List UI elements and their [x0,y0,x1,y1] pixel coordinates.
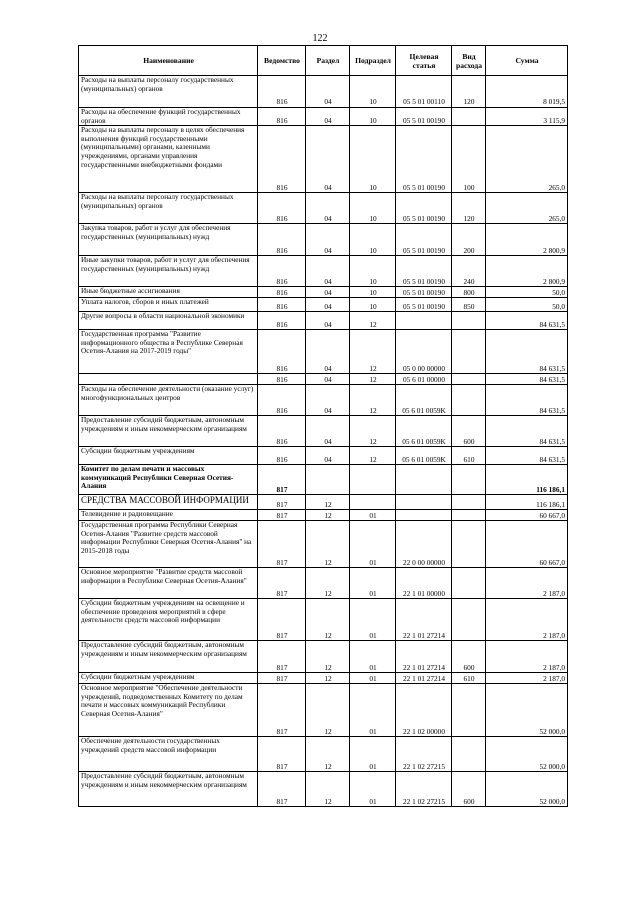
row-target [396,465,452,495]
row-dept: 816 [258,298,306,312]
row-sum: 50,0 [486,298,568,312]
row-sum: 84 631,5 [486,447,568,465]
table-row [79,521,568,568]
row-sum: 84 631,5 [486,330,568,374]
table-header-row [79,46,568,76]
row-name: Расходы на обеспечение деятельности (оказание услуг) многофункциональных центров [79,385,258,416]
row-sum: 265,0 [486,193,568,224]
row-exptype [452,374,486,385]
row-section: 12 [306,495,350,510]
row-target: 05 5 01 00190 [396,287,452,298]
row-subsection: 10 [350,256,396,287]
row-section: 04 [306,416,350,447]
row-exptype: 610 [452,673,486,684]
row-dept: 816 [258,374,306,385]
page-number: 122 [312,33,328,44]
table-row [79,76,568,108]
row-dept: 816 [258,76,306,108]
row-section: 12 [306,673,350,684]
header-target: Целевая статья [396,46,452,76]
header-section: Раздел [306,46,350,76]
row-exptype: 610 [452,447,486,465]
row-subsection: 10 [350,126,396,193]
row-target: 22 1 02 27215 [396,772,452,807]
row-section: 04 [306,330,350,374]
row-section: 04 [306,312,350,330]
row-exptype [452,510,486,521]
header-exptype: Вид расхода [452,46,486,76]
row-exptype: 200 [452,224,486,256]
row-name: Иные закупки товаров, работ и услуг для обеспечения государственных (муниципальных) нужд [79,256,258,287]
row-section [306,465,350,495]
row-sum: 84 631,5 [486,416,568,447]
row-dept: 816 [258,330,306,374]
row-name: Расходы на выплаты персоналу государственных (муниципальных) органов [79,76,258,108]
table-row [79,641,568,673]
row-dept: 816 [258,126,306,193]
row-subsection: 12 [350,374,396,385]
table-row [79,108,568,126]
row-exptype: 240 [452,256,486,287]
row-subsection: 01 [350,684,396,737]
row-target: 05 5 01 00190 [396,224,452,256]
table-row [79,126,568,193]
table-row [79,298,568,312]
row-target: 05 6 01 0059K [396,416,452,447]
row-name: Комитет по делам печати и массовых коммуникаций Республики Северная Осетия-Алания [79,465,258,495]
row-exptype: 600 [452,416,486,447]
row-name: Государственная программа Республики Северная Осетия-Алания "Развитие средств массовой информации Республики Северная Осетия-Алания" на 2015-2018 годы [79,521,258,568]
row-target: 22 1 01 00000 [396,568,452,599]
row-sum: 52 000,0 [486,737,568,772]
row-subsection: 10 [350,108,396,126]
row-name: Предоставление субсидий бюджетным, автономным учреждениям и иным некоммерческим организациям [79,641,258,673]
row-dept: 817 [258,521,306,568]
row-section: 04 [306,447,350,465]
row-subsection: 10 [350,298,396,312]
row-dept: 817 [258,673,306,684]
row-name: Субсидии бюджетным учреждениям [79,447,258,465]
table-row [79,416,568,447]
row-sum: 50,0 [486,287,568,298]
row-section: 12 [306,684,350,737]
row-subsection: 10 [350,224,396,256]
row-subsection: 01 [350,772,396,807]
row-dept: 816 [258,312,306,330]
row-subsection: 12 [350,312,396,330]
row-sum: 116 186,1 [486,465,568,495]
row-section: 04 [306,193,350,224]
row-exptype [452,521,486,568]
row-sum: 2 187,0 [486,568,568,599]
row-name: Основное мероприятие "Обеспечение деятельности учреждений, подведомственных Комитету по делам печати и массовых коммуникаций Республики Северная Осетия-Алания" [79,684,258,737]
row-sum: 2 187,0 [486,599,568,641]
header-name: Наименование [79,46,258,76]
header-dept: Ведомство [258,46,306,76]
row-sum: 3 115,9 [486,108,568,126]
row-section: 04 [306,224,350,256]
row-dept: 817 [258,641,306,673]
row-dept: 817 [258,510,306,521]
table-row [79,510,568,521]
row-section: 04 [306,287,350,298]
row-subsection: 01 [350,641,396,673]
row-subsection: 10 [350,76,396,108]
row-target: 05 5 01 00190 [396,108,452,126]
row-exptype: 120 [452,193,486,224]
row-exptype [452,330,486,374]
row-subsection: 01 [350,510,396,521]
row-sum: 60 667,0 [486,510,568,521]
row-target: 05 5 01 00190 [396,256,452,287]
row-name: Иные бюджетные ассигнования [79,287,258,298]
row-dept: 816 [258,447,306,465]
row-section: 04 [306,256,350,287]
row-dept: 817 [258,684,306,737]
row-dept: 816 [258,224,306,256]
row-section: 12 [306,510,350,521]
row-section: 04 [306,126,350,193]
row-target: 05 5 01 00190 [396,126,452,193]
row-subsection: 01 [350,673,396,684]
row-subsection: 10 [350,193,396,224]
row-exptype: 600 [452,772,486,807]
table-row [79,495,568,510]
row-target: 22 0 00 00000 [396,521,452,568]
row-sum: 52 000,0 [486,772,568,807]
row-dept: 817 [258,599,306,641]
table-row [79,673,568,684]
row-sum: 84 631,5 [486,374,568,385]
row-target: 22 1 02 00000 [396,684,452,737]
row-sum: 84 631,5 [486,385,568,416]
row-subsection: 12 [350,447,396,465]
row-exptype [452,599,486,641]
row-dept: 816 [258,385,306,416]
row-name: Субсидии бюджетным учреждениям на освещение и обеспечение проведения мероприятий в сфере деятельности средств массовой информации [79,599,258,641]
row-section: 04 [306,385,350,416]
row-subsection: 12 [350,385,396,416]
table-row [79,465,568,495]
row-dept: 816 [258,416,306,447]
row-section: 04 [306,298,350,312]
row-name: Телевидение и радиовещание [79,510,258,521]
row-target: 05 6 01 00000 [396,374,452,385]
row-exptype: 100 [452,126,486,193]
row-sum: 2 187,0 [486,641,568,673]
row-target: 22 1 01 27214 [396,641,452,673]
row-subsection: 01 [350,521,396,568]
row-name: Другие вопросы в области национальной экономики [79,312,258,330]
row-target: 22 1 01 27214 [396,673,452,684]
row-exptype [452,312,486,330]
table-row [79,447,568,465]
row-exptype [452,385,486,416]
table-row [79,312,568,330]
table-row [79,772,568,807]
row-sum: 2 800,9 [486,256,568,287]
row-name: Предоставление субсидий бюджетным, автономным учреждениям и иным некоммерческим организациям [79,772,258,807]
row-name: Субсидии бюджетным учреждениям [79,673,258,684]
row-target [396,312,452,330]
row-subsection: 01 [350,737,396,772]
row-section: 12 [306,568,350,599]
row-dept: 817 [258,737,306,772]
row-subsection: 12 [350,416,396,447]
row-sum: 2 800,9 [486,224,568,256]
row-target [396,495,452,510]
row-section: 04 [306,374,350,385]
row-target: 05 5 01 00190 [396,193,452,224]
row-target: 22 1 02 27215 [396,737,452,772]
row-name: Государственная программа "Развитие информационного общества в Республике Северная Осетия-Алания на 2017-2019 годы" [79,330,258,374]
header-sum: Сумма [486,46,568,76]
row-target: 22 1 01 27214 [396,599,452,641]
row-sum: 52 000,0 [486,684,568,737]
table-row [79,599,568,641]
header-subsection: Подраздел [350,46,396,76]
row-sum: 8 019,5 [486,76,568,108]
row-exptype [452,568,486,599]
table-row [79,287,568,298]
row-sum: 84 631,5 [486,312,568,330]
row-exptype [452,737,486,772]
row-exptype: 120 [452,76,486,108]
table-row [79,568,568,599]
row-section: 12 [306,599,350,641]
row-dept: 817 [258,465,306,495]
row-exptype [452,465,486,495]
row-name: Расходы на выплаты персоналу в целях обеспечения выполнения функций государственными (муниципальными) органами, казенными учреждениями, органами управления государственными внебюджетными фондами [79,126,258,193]
row-target: 05 6 01 0059K [396,447,452,465]
table-row [79,684,568,737]
row-exptype [452,684,486,737]
row-exptype: 850 [452,298,486,312]
table-row [79,224,568,256]
row-dept: 816 [258,287,306,298]
row-name: Расходы на выплаты персоналу государственных (муниципальных) органов [79,193,258,224]
row-dept: 817 [258,568,306,599]
row-section: 04 [306,108,350,126]
row-sum: 2 187,0 [486,673,568,684]
table-row [79,374,568,385]
row-exptype: 600 [452,641,486,673]
table-row [79,330,568,374]
row-name: Закупка товаров, работ и услуг для обеспечения государственных (муниципальных) нужд [79,224,258,256]
row-dept: 816 [258,108,306,126]
row-name [79,374,258,385]
row-name: СРЕДСТВА МАССОВОЙ ИНФОРМАЦИИ [79,495,258,510]
row-subsection: 01 [350,599,396,641]
row-target [396,510,452,521]
table-row [79,256,568,287]
row-target: 05 5 01 00190 [396,298,452,312]
row-dept: 816 [258,256,306,287]
row-sum: 60 667,0 [486,521,568,568]
row-name: Уплата налогов, сборов и иных платежей [79,298,258,312]
row-exptype [452,108,486,126]
row-exptype [452,495,486,510]
row-subsection [350,495,396,510]
row-subsection: 10 [350,287,396,298]
row-section: 12 [306,737,350,772]
row-dept: 816 [258,193,306,224]
row-section: 12 [306,521,350,568]
row-exptype: 800 [452,287,486,298]
row-target: 05 5 01 00110 [396,76,452,108]
row-section: 04 [306,76,350,108]
row-name: Расходы на обеспечение функций государственных органов [79,108,258,126]
row-subsection: 01 [350,568,396,599]
row-name: Предоставление субсидий бюджетным, автономным учреждениям и иным некоммерческим организациям [79,416,258,447]
table-row [79,737,568,772]
row-name: Обеспечение деятельности государственных учреждений средств массовой информации [79,737,258,772]
row-section: 12 [306,772,350,807]
row-target: 05 0 00 00000 [396,330,452,374]
budget-table [78,45,568,807]
row-dept: 817 [258,772,306,807]
table-row [79,385,568,416]
row-subsection: 12 [350,330,396,374]
row-sum: 116 186,1 [486,495,568,510]
row-dept: 817 [258,495,306,510]
row-target: 05 6 01 0059K [396,385,452,416]
row-sum: 265,0 [486,126,568,193]
row-name: Основное мероприятие "Развитие средств массовой информации в Республике Северная Осетия-Алания" [79,568,258,599]
table-row [79,193,568,224]
row-subsection [350,465,396,495]
row-section: 12 [306,641,350,673]
